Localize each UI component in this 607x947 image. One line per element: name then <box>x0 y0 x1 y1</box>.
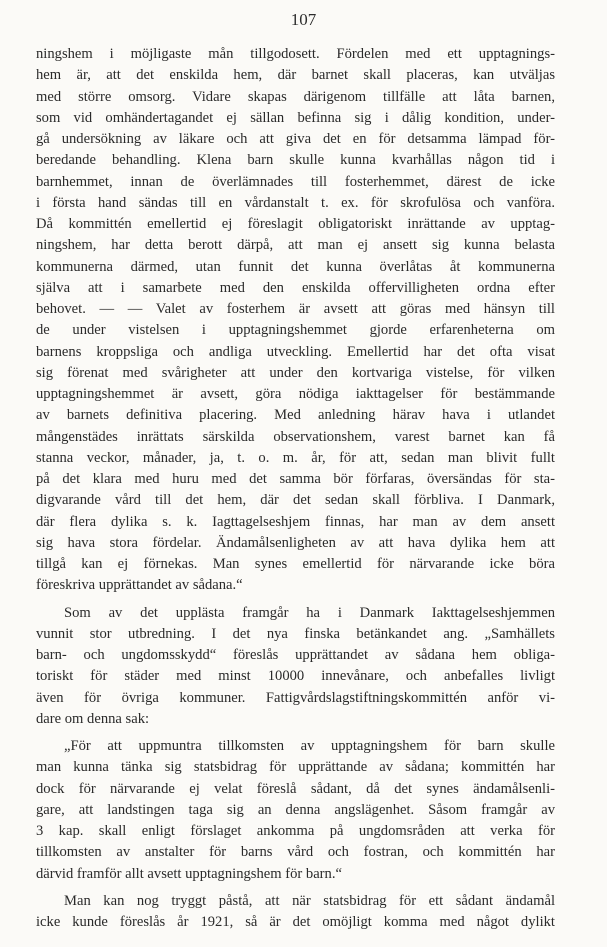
text-line: där flera dylika s. k. Iagttagelseshjem finnas, har man av dem ansett <box>36 513 555 530</box>
page-number: 107 <box>290 10 317 29</box>
text-line: själva att i samarbete med den enskilda offervilligheten ordna efter <box>36 279 555 296</box>
text-line: icke kunde föreslås år 1921, så är det omöjligt komma med något dylikt <box>36 914 555 930</box>
text-line: barnens kroppsliga och andliga utveckling. Emellertid har det ofta visat <box>36 343 555 360</box>
text-line: dare om denna sak: <box>36 710 150 727</box>
text-line: digvarande vård till det hem, där det sedan skall förbliva. I Danmark, <box>36 492 555 509</box>
text-line: mångenstädes inrättats särskilda observationshem, varest barnet kan få <box>36 428 555 445</box>
text-line: upptagningshemmet är avsett, göra nödiga iakttagelser för bestämmande <box>36 386 555 402</box>
text-line: sig förenat med svårigheter att under den kortvariga vistelse, för vilken <box>36 364 555 381</box>
text-line: behovet. — — Valet av fosterhem är avsett att göras med hänsyn till <box>36 301 555 317</box>
paragraph-1 <box>36 44 555 597</box>
text-line: Som av det upplästa framgår ha i Danmark Iakttagelseshjemmen <box>64 604 555 621</box>
text-line: av barnets definitiva placering. Med anledning härav hava i utlandet <box>36 407 555 424</box>
text-line: stanna veckor, månader, ja, t. o. m. år, för att, sedan man blivit fullt <box>36 449 555 466</box>
text-line: man kunna tänka sig statsbidrag för upprättande av sådana; kommittén har <box>36 759 555 776</box>
text-line: därvid framför allt avsett upptagningshem för barn.“ <box>36 865 342 882</box>
text-line: dock för närvarande ej velat föreslå sådant, då det synes ändamålsenli- <box>36 780 555 797</box>
text-line: tillkomsten av anstalter för barns vård och fostran, och kommittén har <box>36 844 555 861</box>
text-line: 3 kap. skall enligt förslaget ankomma på ungdomsråden att verka för <box>36 823 555 839</box>
text-line: vunnit stor utbredning. I det nya finska betänkandet ang. „Samhällets <box>36 625 555 642</box>
text-line: Man kan nog tryggt påstå, att när statsbidrag för ett sådant ändamål <box>64 892 555 909</box>
text-line: gå undersökning av läkare och att giva det en för detsamma lämpad för- <box>36 131 555 147</box>
text-line: kommunerna därmed, utan funnit det kunna överlåtas åt kommunerna <box>36 258 555 275</box>
text-line: toriskt för städer med minst 10000 innevånare, och anbefalles livligt <box>36 668 555 685</box>
paragraph-3-quote <box>36 736 555 885</box>
text-line: Då kommittén emellertid ej föreslagit obligatoriskt inrättande av upptag- <box>36 216 555 232</box>
text-line: hem är, att det enskilda hem, där barnet skall placeras, kan utväljas <box>36 67 555 84</box>
text-line: som vid omhändertagandet ej sällan befinna sig i dålig kondition, under- <box>36 109 555 126</box>
text-line: „För att uppmuntra tillkomsten av upptagningshem för barn skulle <box>64 738 555 754</box>
text-line: de under vistelsen i upptagningshemmet gjorde erfarenheterna om <box>36 322 555 339</box>
text-line: sig hava stora fördelar. Ändamålsenligheten av att hava dylika hem att <box>36 534 555 551</box>
text-line: ningshem, har detta berott därpå, att man ej ansett sig kunna belasta <box>36 237 555 254</box>
text-line: barn- och ungdomsskydd“ föreslås upprättandet av sådana hem obliga- <box>36 647 555 663</box>
text-line: föreskriva upprättandet av sådana.“ <box>36 577 243 594</box>
text-line: gare, att landstingen taga sig an denna angslägenhet. Såsom framgår av <box>36 801 555 818</box>
text-line: i första hand sändas till en vårdanstalt t. ex. för skrofulösa och vanföra. <box>36 194 555 211</box>
text-line: beredande behandling. Klena barn skulle kunna kvarhållas någon tid i <box>36 152 555 169</box>
text-line: med större omsorg. Vidare skapas därigenom tillfälle att låta barnen, <box>36 88 555 105</box>
body-text <box>36 44 555 933</box>
paragraph-2 <box>36 603 555 731</box>
text-line: tillgå kan ej förnekas. Man synes emellertid för närvarande icke böra <box>36 556 555 572</box>
text-line: även för övriga kommuner. Fattigvårdslagstiftningskommittén anför vi- <box>36 689 555 706</box>
text-line: barnhemmet, innan de överlämnades till fosterhemmet, därest de icke <box>36 173 555 190</box>
text-line: på det klara med huru med det samma bör förfaras, översändas för sta- <box>36 471 555 487</box>
text-line: ningshem i möjligaste mån tillgodosett. Fördelen med ett upptagnings- <box>36 46 555 62</box>
paragraph-4 <box>36 891 555 934</box>
